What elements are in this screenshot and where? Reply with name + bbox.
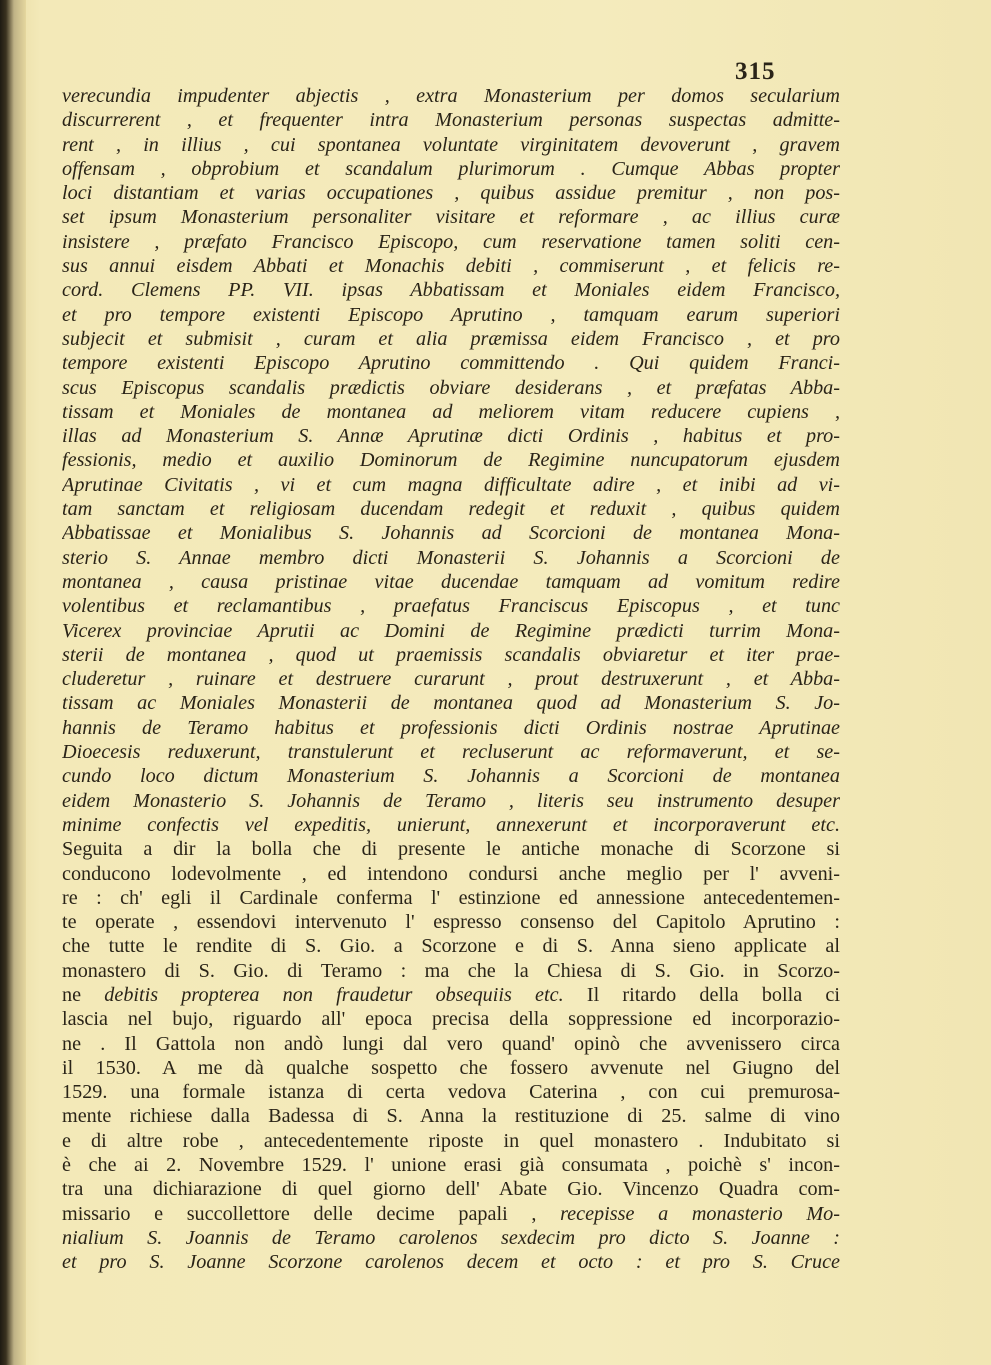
text-line: discurrerent , et frequenter intra Monasterium personas suspectas admitte-	[62, 109, 840, 132]
text-line: missario e succollettore delle decime papali , recepisse a monasterio Mo-	[62, 1202, 840, 1225]
text-line: Abbatissae et Monialibus S. Johannis ad Scorcioni de montanea Mona-	[62, 522, 840, 545]
text-line: è che ai 2. Novembre 1529. l' unione erasi già consumata , poichè s' incon-	[62, 1154, 840, 1177]
text-line: verecundia impudenter abjectis , extra Monasterium per domos secularium	[62, 85, 840, 107]
text-line: monastero di S. Gio. di Teramo : ma che la Chiesa di S. Gio. in Scorzo-	[62, 959, 840, 982]
text-line: 1529. una formale istanza di certa vedova Caterina , con cui premurosa-	[62, 1081, 840, 1104]
binding-shadow	[0, 0, 26, 1365]
body-text	[62, 84, 840, 1275]
text-line: scus Episcopus scandalis prædictis obviare desiderans , et præfatas Abba-	[62, 376, 840, 399]
text-line: ne debitis propterea non fraudetur obsequiis etc. Il ritardo della bolla ci	[62, 983, 840, 1006]
text-line: tra una dichiarazione di quel giorno dell' Abate Gio. Vincenzo Quadra com-	[62, 1178, 840, 1201]
text-line: ne . Il Gattola non andò lungi dal vero quand' opinò che avvenissero circa	[62, 1032, 840, 1055]
text-line: illas ad Monasterium S. Annæ Aprutinæ dicti Ordinis , habitus et pro-	[62, 425, 840, 448]
text-line: tissam ac Moniales Monasterii de montanea quod ad Monasterium S. Jo-	[62, 692, 840, 715]
text-line: eidem Monasterio S. Johannis de Teramo , literis seu instrumento desuper	[62, 789, 840, 812]
text-line: sterio S. Annae membro dicti Monasterii S. Johannis a Scorcioni de	[62, 546, 840, 569]
text-line: lascia nel bujo, riguardo all' epoca precisa della soppressione ed incorporazio-	[62, 1008, 840, 1031]
text-line: Vicerex provinciae Aprutii ac Domini de Regimine prædicti turrim Mona-	[62, 619, 840, 642]
text-line: nialium S. Joannis de Teramo carolenos sexdecim pro dicto S. Joanne :	[62, 1226, 840, 1249]
text-line: minime confectis vel expeditis, unierunt, annexerunt et incorporaverunt etc.	[62, 813, 840, 836]
text-line: conducono lodevolmente , ed intendono condursi anche meglio per l' avveni-	[62, 862, 840, 885]
text-line: volentibus et reclamantibus , praefatus Franciscus Episcopus , et tunc	[62, 595, 840, 618]
text-line: tissam et Moniales de montanea ad meliorem vitam reducere cupiens ,	[62, 400, 840, 423]
text-line: tam sanctam et religiosam ducendam redegit et reduxit , quibus quidem	[62, 498, 840, 521]
text-line: Dioecesis reduxerunt, transtulerunt et recluserunt ac reformaverunt, et se-	[62, 741, 840, 764]
text-line: Seguita a dir la bolla che di presente le antiche monache di Scorzone si	[62, 838, 840, 861]
text-line: Aprutinae Civitatis , vi et cum magna difficultate adire , et inibi ad vi-	[62, 473, 840, 496]
text-line: fessionis, medio et auxilio Dominorum de Regimine nuncupatorum ejusdem	[62, 449, 840, 472]
text-line: sus annui eisdem Abbati et Monachis debiti , commiserunt , et felicis re-	[62, 255, 840, 278]
text-line: rent , in illius , cui spontanea voluntate virginitatem devoverunt , gravem	[62, 133, 840, 156]
text-line: mente richiese dalla Badessa di S. Anna la restituzione di 25. salme di vino	[62, 1105, 840, 1128]
text-line: re : ch' egli il Cardinale conferma l' estinzione ed annessione antecedentemen-	[62, 886, 840, 909]
text-line: te operate , essendovi intervenuto l' espresso consenso del Capitolo Aprutino :	[62, 911, 840, 934]
text-line: cord. Clemens PP. VII. ipsas Abbatissam et Moniales eidem Francisco,	[62, 279, 840, 302]
text-line: offensam , obprobium et scandalum plurimorum . Cumque Abbas propter	[62, 157, 840, 180]
text-line: set ipsum Monasterium personaliter visitare et reformare , ac illius curæ	[62, 206, 840, 229]
text-line: et pro S. Joanne Scorzone carolenos decem et octo : et pro S. Cruce	[62, 1251, 840, 1274]
text-line: tempore existenti Episcopo Aprutino committendo . Qui quidem Franci-	[62, 352, 840, 375]
text-line: subjecit et submisit , curam et alia præmissa eidem Francisco , et pro	[62, 327, 840, 350]
text-line: e di altre robe , antecedentemente riposte in quel monastero . Indubitato si	[62, 1129, 840, 1152]
text-line: cluderetur , ruinare et destruere curarunt , prout destruxerunt , et Abba-	[62, 668, 840, 691]
text-line: et pro tempore existenti Episcopo Aprutino , tamquam earum superiori	[62, 303, 840, 326]
text-line: montanea , causa pristinae vitae ducendae tamquam ad vomitum redire	[62, 570, 840, 593]
text-line: che tutte le rendite di S. Gio. a Scorzone e di S. Anna sieno applicate al	[62, 935, 840, 958]
text-line: il 1530. A me dà qualche sospetto che fossero avvenute nel Giugno del	[62, 1056, 840, 1079]
text-line: insistere , præfato Francisco Episcopo, cum reservatione tamen soliti cen-	[62, 230, 840, 253]
text-line: cundo loco dictum Monasterium S. Johannis a Scorcioni de montanea	[62, 765, 840, 788]
text-line: hannis de Teramo habitus et professionis dicti Ordinis nostrae Aprutinae	[62, 716, 840, 739]
text-line: sterii de montanea , quod ut praemissis scandalis obviaretur et iter prae-	[62, 643, 840, 666]
text-line: loci distantiam et varias occupationes , quibus assidue premitur , non pos-	[62, 182, 840, 205]
page-number: 315	[735, 58, 776, 85]
